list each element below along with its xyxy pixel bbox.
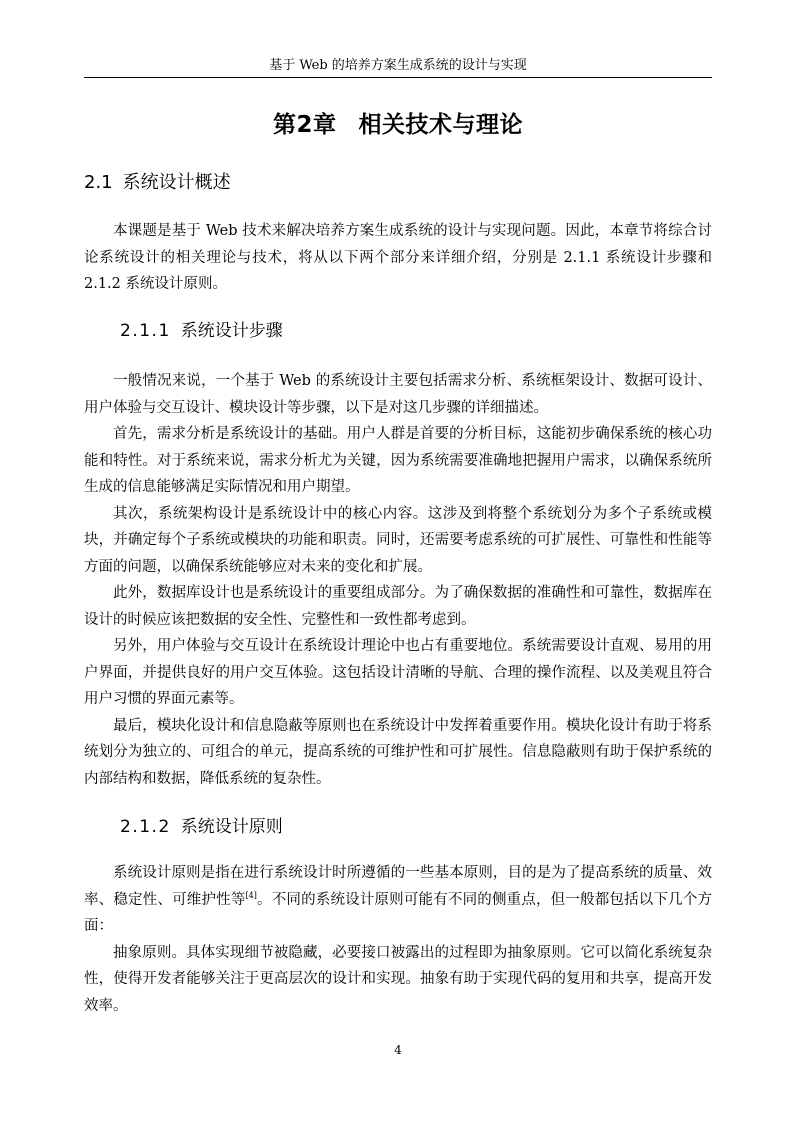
section-2-1-1-body bbox=[84, 368, 712, 792]
section-title: 系统设计步骤 bbox=[180, 321, 283, 341]
header-rule bbox=[84, 77, 712, 78]
citation-reference[interactable]: [4] bbox=[245, 890, 257, 900]
document-page bbox=[84, 0, 712, 1122]
paragraph-abstraction-principle: 抽象原则。具体实现细节被隐藏，必要接口被露出的过程即为抽象原则。它可以简化系统复杂性，使得开发者能够关注于更高层次的设计和实现。抽象有助于实现代码的复用和共享，提高开发效率。 bbox=[84, 944, 712, 1014]
section-heading-2-1-1 bbox=[120, 318, 283, 344]
chapter-title-text: 相关技术与理论 bbox=[358, 112, 523, 138]
paragraph: 一般情况来说，一个基于 Web 的系统设计主要包括需求分析、系统框架设计、数据可设计、用户体验与交互设计、模块设计等步骤，以下是对这几步骤的详细描述。 bbox=[84, 373, 712, 416]
paragraph-principles-intro bbox=[84, 860, 712, 940]
paragraph: 首先，需求分析是系统设计的基础。用户人群是首要的分析目标，这能初步确保系统的核心功能和特性。对于系统来说，需求分析尤为关键，因为系统需要准确地把握用户需求，以确保系统所生成的信息能够满足实际情况和用户期望。 bbox=[84, 426, 712, 495]
paragraph-overview: 本课题是基于 Web 技术来解决培养方案生成系统的设计与实现问题。因此，本章节将综合讨论系统设计的相关理论与技术，将从以下两个部分来详细介绍，分别是 2.1.1 系统设计步骤和 2.1.2 系统设计原则。 bbox=[84, 223, 712, 292]
paragraph: 其次，系统架构设计是系统设计中的核心内容。这涉及到将整个系统划分为多个子系统或模块，并确定每个子系统或模块的功能和职责。同时，还需要考虑系统的可扩展性、可靠性和性能等方面的问题，以确保系统能够应对未来的变化和扩展。 bbox=[84, 505, 712, 575]
text-run: 。不同的系统设计原则可能有不同的侧重点，但一般都包括以下几个方面： bbox=[84, 891, 713, 934]
paragraph: 最后，模块化设计和信息隐蔽等原则也在系统设计中发挥着重要作用。模块化设计有助于将系统划分为独立的、可组合的单元，提高系统的可维护性和可扩展性。信息隐蔽则有助于保护系统的内部结构和数据，降低系统的复杂性。 bbox=[84, 717, 712, 787]
section-title: 系统设计原则 bbox=[180, 817, 283, 837]
section-heading-2-1-2 bbox=[120, 814, 283, 840]
section-2-1-2-body bbox=[84, 860, 712, 1019]
paragraph: 此外，数据库设计也是系统设计的重要组成部分。为了确保数据的准确性和可靠性，数据库在设计的时候应该把数据的安全性、完整性和一致性都考虑到。 bbox=[84, 585, 712, 628]
section-number: 2.1 bbox=[84, 172, 113, 193]
text-run: 系统设计原则是指在进行系统设计时所遵循的一些基本原则，目的是为了提高系统的质量、效率、稳定性、可维护性等 bbox=[84, 865, 712, 908]
chapter-title bbox=[84, 108, 712, 142]
section-heading-2-1 bbox=[84, 170, 231, 196]
section-title: 系统设计概述 bbox=[122, 172, 231, 193]
page-number: 4 bbox=[394, 1043, 402, 1057]
paragraph: 另外，用户体验与交互设计在系统设计理论中也占有重要地位。系统需要设计直观、易用的用户界面，并提供良好的用户交互体验。这包括设计清晰的导航、合理的操作流程、以及美观且符合用户习惯的界面元素等。 bbox=[84, 638, 712, 707]
section-number: 2.1.1 bbox=[120, 321, 171, 341]
chapter-number: 第2章 bbox=[272, 112, 337, 138]
running-header: 基于 Web 的培养方案生成系统的设计与实现 bbox=[269, 58, 527, 73]
section-number: 2.1.2 bbox=[120, 817, 171, 837]
